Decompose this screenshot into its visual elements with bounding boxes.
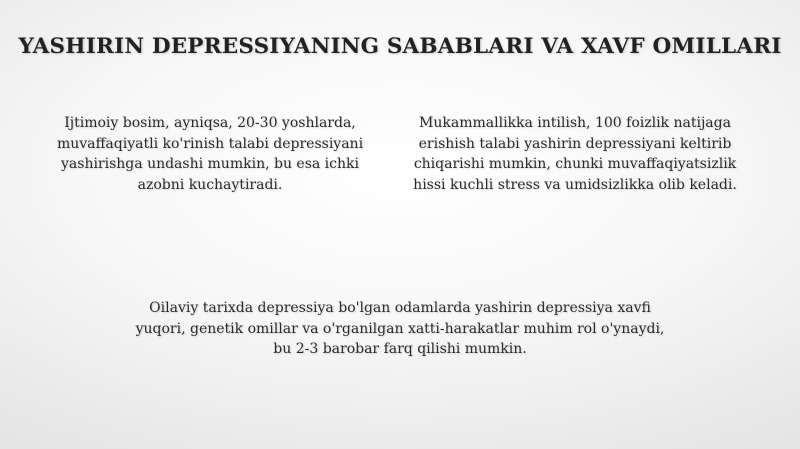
paragraph-perfectionism: Mukammallikka intilish, 100 foizlik natijaga erishish talabi yashirin depressiyani keltirib chiqarishi mumkin, chunki muvaffaqiyatsizlik hissi kuchli stress va umidsizlikka olib keladi. — [413, 115, 737, 193]
slide-title: YASHIRIN DEPRESSIYANING SABABLARI VA XAVF OMILLARI — [18, 34, 782, 59]
paragraph-social-pressure: Ijtimoiy bosim, ayniqsa, 20-30 yoshlarda, muvaffaqiyatli ko'rinish talabi depressiyani yashirishga undashi mumkin, bu esa ichki azobni kuchaytiradi. — [56, 115, 364, 193]
paragraph-family-history: Oilaviy tarixda depressiya bo'lgan odamlarda yashirin depressiya xavfi yuqori, genetik omillar va o'rganilgan xatti-harakatlar muhim rol o'ynaydi, bu 2-3 barobar farq qilishi mumkin. — [135, 300, 665, 357]
